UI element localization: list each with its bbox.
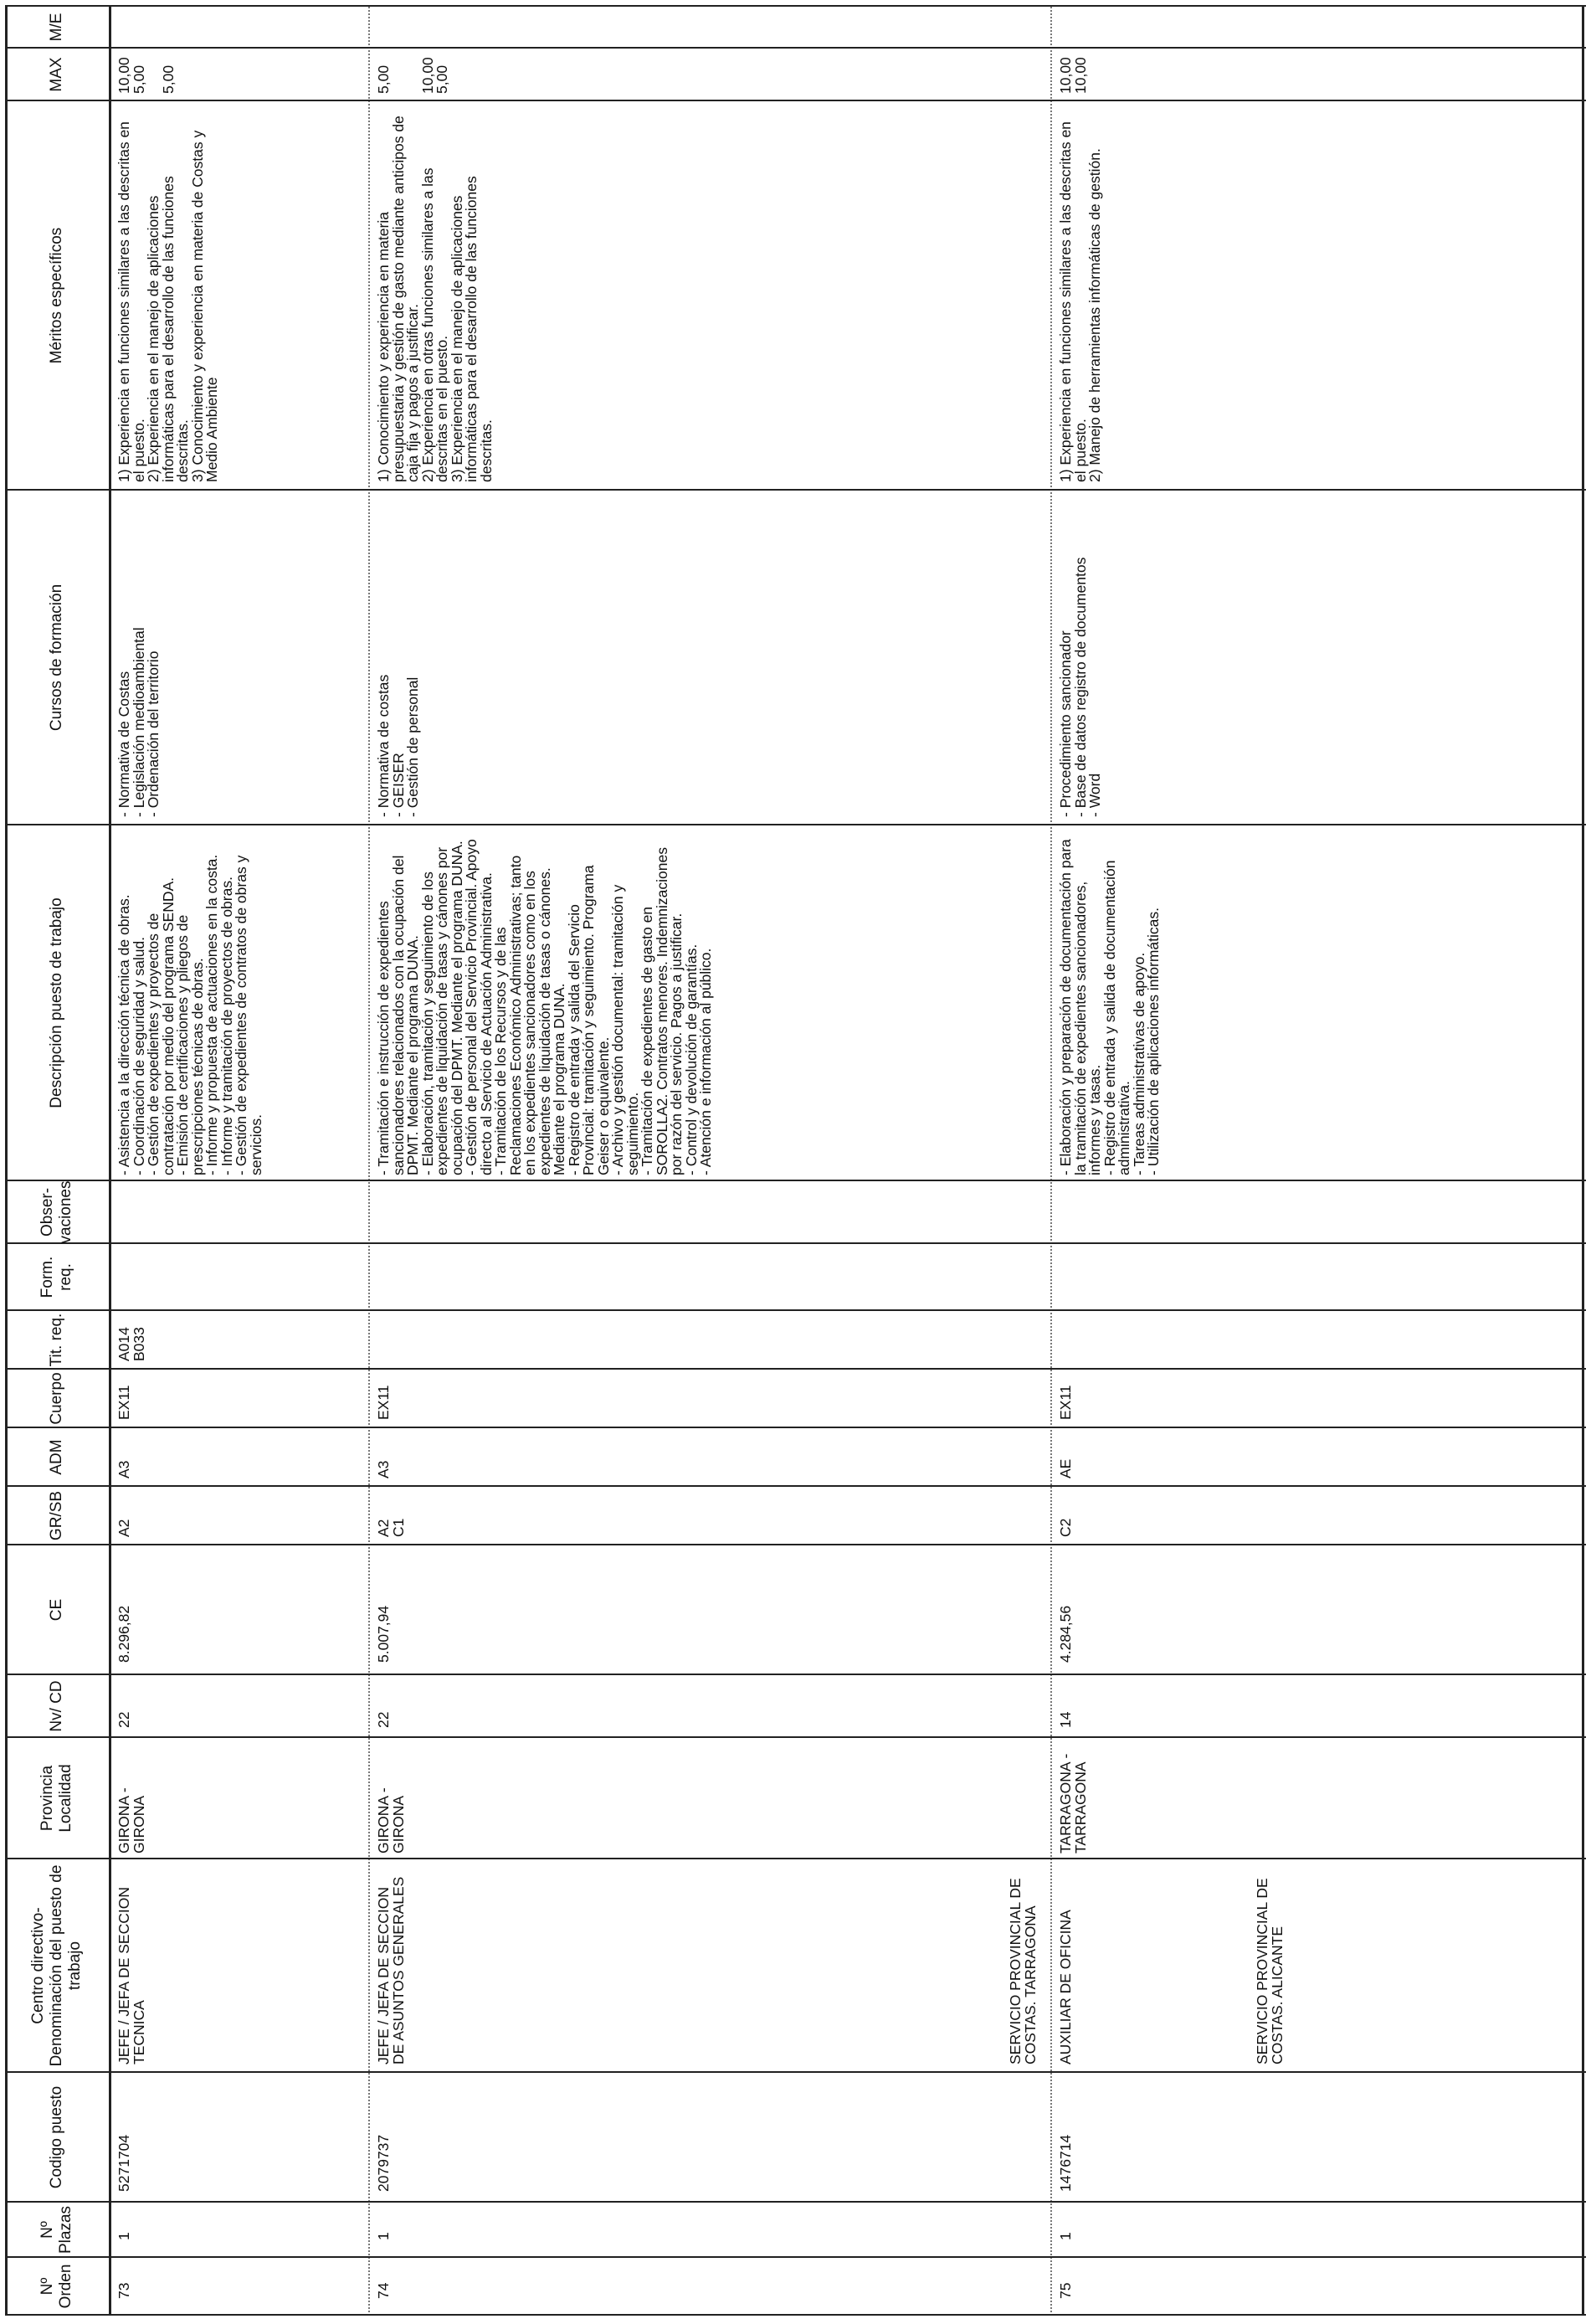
header-bottom-border — [109, 7, 111, 2316]
column-border — [5, 1485, 1586, 1487]
ce-cell: 8.296,82 — [115, 1605, 132, 1663]
column-border — [5, 5, 1586, 7]
cuerpo-cell: EX11 — [1057, 1385, 1074, 1420]
descripcion-cell: - Elaboración y preparación de documentación para la tramitación de expedientes sancionadores, informes y tasas. - Registro de entrada y salida de documentación administrativa. - Tareas administrativas de apoyo. - Utilización de aplicaciones informáticas. — [1057, 839, 1162, 1175]
cuerpo-cell: EX11 — [375, 1385, 392, 1420]
column-border — [5, 2314, 1586, 2316]
cursos-cell: - Normativa de Costas - Legislación medioambiental - Ordenación del territorio — [115, 627, 162, 817]
column-border — [5, 1242, 1586, 1244]
header-grsb: GR/SB — [48, 1490, 65, 1541]
header-cursos: Cursos de formación — [48, 584, 65, 732]
adm-cell: A3 — [115, 1460, 132, 1478]
column-border — [5, 1736, 1586, 1738]
column-border — [5, 47, 1586, 49]
header-form: Form. req. — [38, 1256, 74, 1298]
max-cell: 10,00 5,00 5,00 — [115, 57, 177, 94]
column-border — [5, 1544, 1586, 1545]
row-divider — [368, 7, 370, 2316]
header-meritos: Méritos específicos — [48, 227, 65, 364]
column-border — [5, 2071, 1586, 2073]
column-border — [5, 1674, 1586, 1675]
adm-cell: A3 — [375, 1460, 392, 1478]
meritos-cell: 1) Experiencia en funciones similares a las descritas en el puesto. 2) Experiencia en el manejo de aplicaciones informáticas para el desarrollo de las funciones descritas. 3) Conocimiento y experiencia en materia de Costas y Medio Ambiente — [115, 121, 220, 482]
plazas-cell: 1 — [1057, 2232, 1074, 2240]
header-centro: Centro directivo- Denominación del puesto de trabajo — [29, 1864, 84, 2067]
descripcion-cell: - Asistencia a la dirección técnica de obras. - Coordinación de seguridad y salud. - Gestión de expedientes y proyectos de contratación por medio del programa SENDA. - Emisión de certificaciones y pliegos de prescripciones técnicas de obras. - Informe y propuesta de actuaciones en la costa. - Informe y tramitación de proyectos de obras. - Gestión de expedientes de contratos de obras y servicios. — [115, 854, 264, 1175]
column-border — [5, 1368, 1586, 1370]
nvcd-cell: 14 — [1057, 1711, 1074, 1728]
table-bottom-border — [1582, 7, 1584, 2316]
codigo-cell: 1476714 — [1057, 2134, 1074, 2192]
column-border — [5, 489, 1586, 491]
column-border — [5, 100, 1586, 101]
column-border — [5, 1180, 1586, 1181]
header-nvcd: Nv/ CD — [48, 1680, 65, 1732]
cursos-cell: - Normativa de costas - GEISER - Gestión de personal — [375, 674, 421, 817]
grsb-cell: A2 — [115, 1519, 132, 1537]
header-tit: Tit. req. — [48, 1313, 65, 1367]
provincia-cell: GIRONA - GIRONA — [375, 1787, 407, 1854]
max-cell: 10,00 10,00 — [1057, 57, 1089, 94]
adm-cell: AE — [1057, 1458, 1074, 1478]
header-codigo: Codigo puesto — [48, 2085, 65, 2189]
max-cell: 5,00 10,00 5,00 — [375, 57, 450, 94]
orden-cell: 74 — [375, 2282, 392, 2299]
codigo-cell: 5271704 — [115, 2134, 132, 2192]
provincia-cell: GIRONA - GIRONA — [115, 1787, 147, 1854]
provincia-cell: TARRAGONA - TARRAGONA — [1057, 1753, 1089, 1854]
header-cuerpo: Cuerpo — [48, 1372, 65, 1425]
cursos-cell: - Procedimiento sancionador - Base de datos registro de documentos - Word — [1057, 557, 1103, 817]
tit-cell: A014 B033 — [115, 1327, 147, 1361]
section-heading: SERVICIO PROVINCIAL DE COSTAS. TARRAGONA — [1007, 1878, 1039, 2064]
header-adm: ADM — [48, 1439, 65, 1475]
grsb-cell: C2 — [1057, 1518, 1074, 1537]
ce-cell: 4.284,56 — [1057, 1605, 1074, 1663]
plazas-cell: 1 — [375, 2232, 392, 2240]
header-plazas: Nº Plazas — [38, 2205, 74, 2255]
nvcd-cell: 22 — [115, 1711, 132, 1728]
descripcion-cell: - Tramitación e instrucción de expedientes sancionadores relacionados con la ocupación del DPMT. Mediante el programa DUNA. - Elaboración, tramitación y seguimiento de los expedientes de liquidación de tasas y cánones por ocupación del DPMT. Mediante el programa DUNA. - Gestión de personal del Servicio Provincial. Apoyo directo al Servicio de Actuación Administrativa. - Tramitación de los Recursos y de las Reclamaciones Económico Administrativas; tanto en los expedientes sancionadores como en los expedientes de liquidación de tasas o cánones. Mediante el programa DUNA. - Registro de entrada y salida del Servicio Provincial: tramitación y seguimiento. Programa Geiser o equivalente. - Archivo y gestión documental: tramitación y seguimiento. - Tramitación de expedientes de gasto en SOROLLA2. Contratos menores. Indemnizaciones por razón del servicio. Pagos a justificar. - Control y devolución de garantías. - Atención e información al público. — [375, 839, 714, 1175]
centro-cell: JEFE / JEFA DE SECCION DE ASUNTOS GENERALES — [375, 1876, 407, 2064]
orden-cell: 73 — [115, 2282, 132, 2299]
row-divider — [1050, 7, 1052, 2316]
orden-cell: 75 — [1057, 2282, 1074, 2299]
header-obs: Obser- vaciones — [38, 1180, 74, 1244]
column-border — [5, 824, 1586, 825]
centro-cell: JEFE / JEFA DE SECCION TECNICA — [115, 1887, 147, 2064]
header-me: M/E — [48, 13, 65, 42]
plazas-cell: 1 — [115, 2232, 132, 2240]
grsb-cell: A2 C1 — [375, 1518, 407, 1537]
header-ce: CE — [48, 1598, 65, 1622]
header-max: MAX — [48, 57, 65, 92]
column-border — [5, 2256, 1586, 2258]
column-border — [5, 1309, 1586, 1311]
meritos-cell: 1) Experiencia en funciones similares a las descritas en el puesto. 2) Manejo de herramientas informáticas de gestión. — [1057, 121, 1103, 482]
header-orden: Nº Orden — [38, 2264, 74, 2309]
cuerpo-cell: EX11 — [115, 1385, 132, 1420]
column-border — [5, 2201, 1586, 2203]
codigo-cell: 2079737 — [375, 2134, 392, 2192]
header-provincia: Provincia Localidad — [38, 1764, 74, 1833]
ce-cell: 5.007,94 — [375, 1605, 392, 1663]
section-heading: SERVICIO PROVINCIAL DE COSTAS. ALICANTE — [1254, 1878, 1286, 2064]
centro-cell: AUXILIAR DE OFICINA — [1057, 1910, 1074, 2064]
column-border — [5, 1427, 1586, 1428]
header-descripcion: Descripción puesto de trabajo — [48, 897, 65, 1108]
meritos-cell: 1) Conocimiento y experiencia en materia presupuestaria y gestión de gasto mediante anticipos de caja fija y pagos a justificar. 2) Experiencia en otras funciones similares a las descritas en el puesto. 3) Experiencia en el manejo de aplicaciones informáticas para el desarrollo de las funciones descritas. — [375, 116, 495, 482]
nvcd-cell: 22 — [375, 1711, 392, 1728]
column-border — [5, 1858, 1586, 1859]
